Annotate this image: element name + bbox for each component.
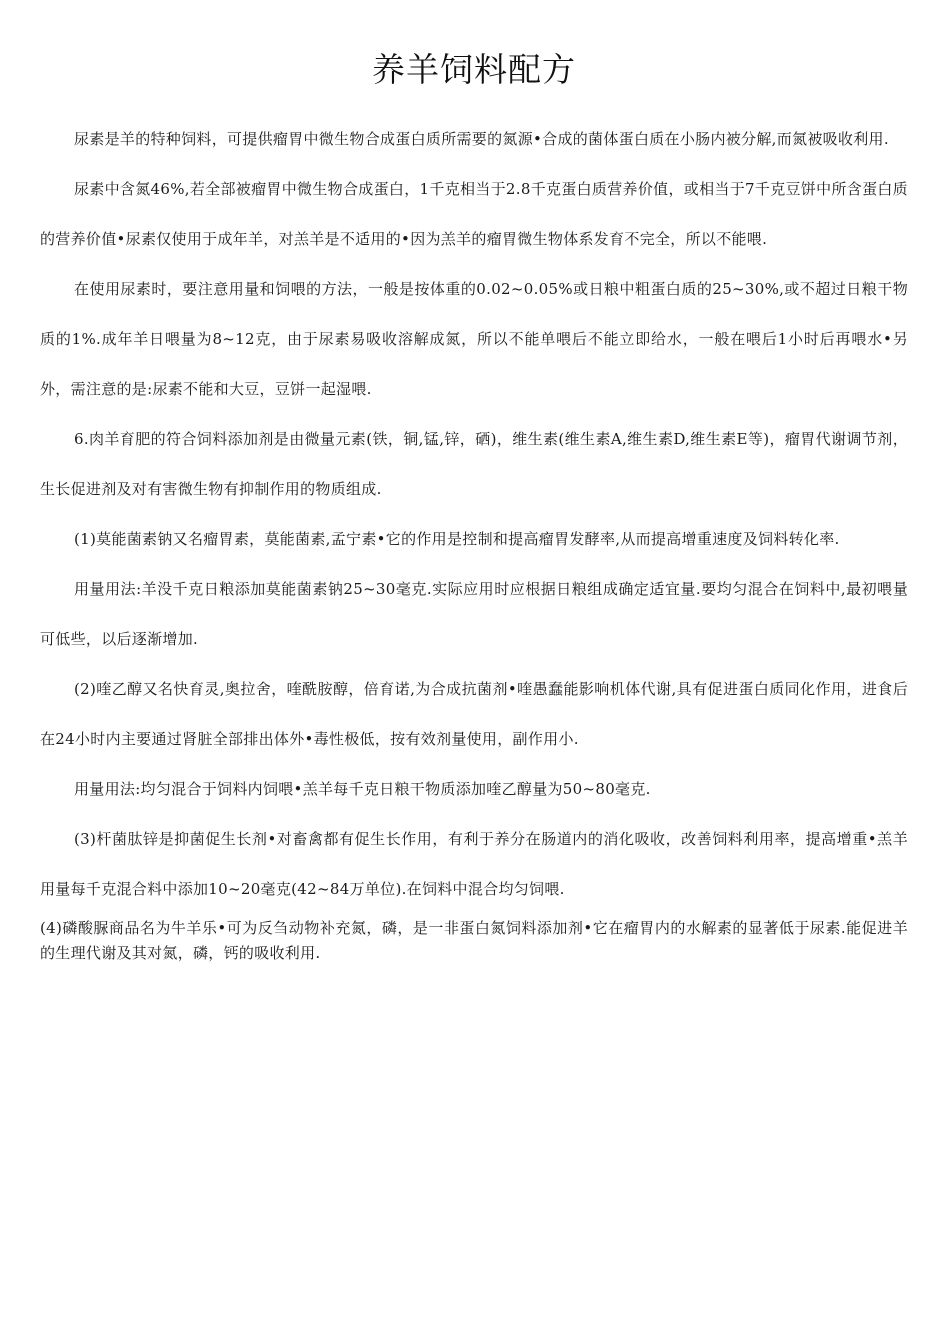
paragraph-olaquindox: (2)喹乙醇又名快育灵,奥拉舍，喹酰胺醇，倍育诺,为合成抗菌剂•喹愚蠢能影响机体代谢,具有促进蛋白质同化作用，进食后在24小时内主要通过肾脏全部排出体外•毒性极低，按有效剂量使用，副作用小. [40, 680, 908, 748]
paragraph-monensin: (1)莫能菌素钠又名瘤胃素，莫能菌素,孟宁素•它的作用是控制和提高瘤胃发酵率,从而提高增重速度及饲料转化率. [74, 530, 840, 548]
paragraph-bacitracin-zinc: (3)杆菌肽锌是抑菌促生长剂•对畜禽都有促生长作用，有利于养分在肠道内的消化吸收，改善饲料利用率，提高增重•羔羊用量每千克混合料中添加10~20毫克(42~84万单位).在饲料中混合均匀饲喂. [40, 830, 908, 898]
paragraph-urea-intro: 尿素是羊的特种饲料，可提供瘤胃中微生物合成蛋白质所需要的氮源•合成的菌体蛋白质在小肠内被分解,而氮被吸收利用. [74, 130, 889, 148]
paragraph-urea-nitrogen: 尿素中含氮46%,若全部被瘤胃中微生物合成蛋白，1千克相当于2.8千克蛋白质营养价值，或相当于7千克豆饼中所含蛋白质的营养价值•尿素仅使用于成年羊，对羔羊是不适用的•因为羔羊的瘤胃微生物体系发育不完全，所以不能喂. [40, 180, 908, 248]
paragraph-urea-usage: 在使用尿素时，要注意用量和饲喂的方法，一般是按体重的0.02~0.05%或日粮中粗蛋白质的25~30%,或不超过日粮干物质的1%.成年羊日喂量为8~12克，由于尿素易吸收溶解成氮，所以不能单喂后不能立即给水，一般在喂后1小时后再喂水•另外，需注意的是:尿素不能和大豆，豆饼一起湿喂. [40, 280, 908, 398]
paragraph-additive-composition: 6.肉羊育肥的符合饲料添加剂是由微量元素(铁，铜,锰,锌，硒)，维生素(维生素A,维生素D,维生素E等)，瘤胃代谢调节剂，生长促进剂及对有害微生物有抑制作用的物质组成. [40, 430, 908, 498]
document-title: 养羊饲料配方 [372, 50, 576, 89]
paragraph-urea-phosphate: (4)磷酸脲商品名为牛羊乐•可为反刍动物补充氮，磷，是一非蛋白氮饲料添加剂•它在瘤胃内的水解素的显著低于尿素.能促进羊的生理代谢及其对氮，磷，钙的吸收利用. [40, 919, 908, 962]
document-body [40, 114, 908, 966]
paragraph-monensin-dosage: 用量用法:羊没千克日粮添加莫能菌素钠25~30毫克.实际应用时应根据日粮组成确定适宜量.要均匀混合在饲料中,最初喂量可低些，以后逐渐增加. [40, 580, 908, 648]
paragraph-olaquindox-dosage: 用量用法:均匀混合于饲料内饲喂•羔羊每千克日粮干物质添加喹乙醇量为50~80毫克. [74, 780, 651, 798]
